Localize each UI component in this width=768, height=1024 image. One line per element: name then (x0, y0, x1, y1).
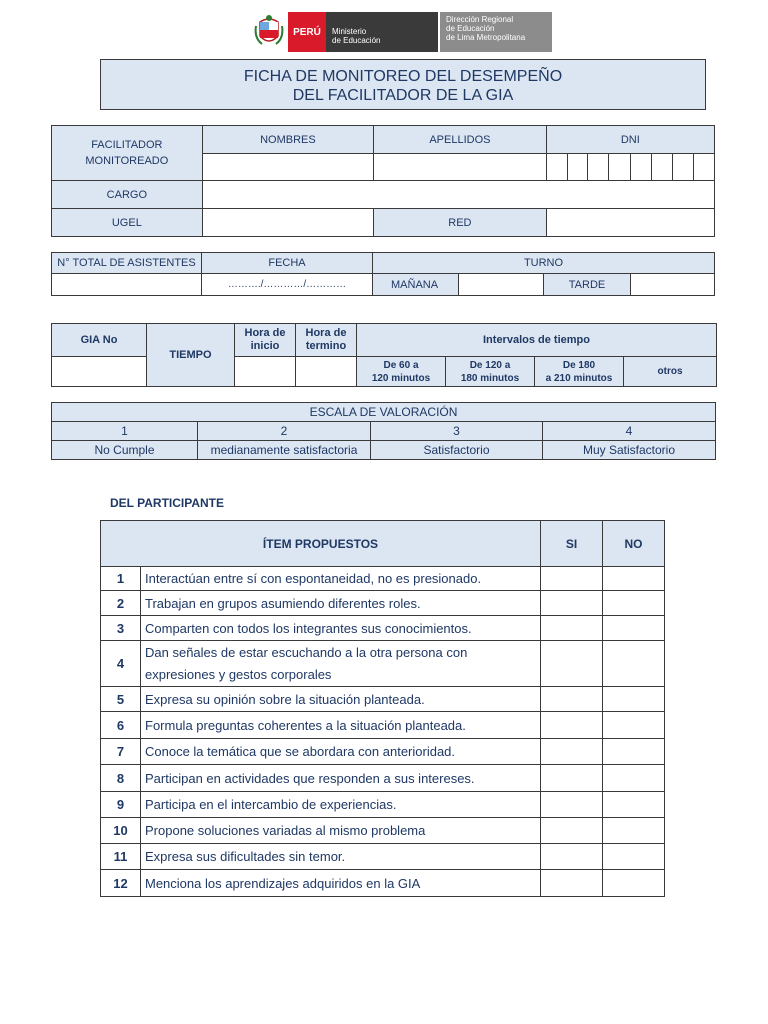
nombres-field[interactable] (202, 154, 373, 181)
col-no-header: NO (603, 521, 665, 567)
facilitator-table (51, 125, 715, 237)
hora-termino-label: Hora de termino (296, 324, 357, 357)
cargo-field[interactable] (202, 181, 714, 209)
col-items-header: ÍTEM PROPUESTOS (101, 521, 541, 567)
col-si-header: SI (541, 521, 603, 567)
item-si-cell[interactable] (541, 844, 603, 870)
dni-label: DNI (546, 126, 714, 154)
dni-digit-6[interactable] (652, 154, 673, 181)
fecha-label: FECHA (202, 253, 373, 274)
gia-label: GIA No (52, 324, 147, 357)
intervalos-label: Intervalos de tiempo (357, 324, 717, 357)
item-no-cell[interactable] (603, 687, 665, 712)
facilitador-label: FACILITADOR MONITOREADO (52, 126, 203, 181)
item-si-cell[interactable] (541, 641, 603, 687)
item-si-cell[interactable] (541, 765, 603, 792)
title-line2: DEL FACILITADOR DE LA GIA (292, 87, 514, 104)
cargo-label: CARGO (52, 181, 203, 209)
manana-label: MAÑANA (373, 274, 459, 296)
scale-label-4: Muy Satisfactorio (543, 441, 716, 460)
item-text: Dan señales de estar escuchando a la otra persona con expresiones y gestos corporales (141, 641, 541, 687)
nombres-label: NOMBRES (202, 126, 373, 154)
item-text: Menciona los aprendizajes adquiridos en la GIA (141, 870, 541, 897)
item-text: Trabajan en grupos asumiendo diferentes roles. (141, 591, 541, 616)
item-no-cell[interactable] (603, 641, 665, 687)
scale-num-2: 2 (198, 422, 371, 441)
table-row (101, 567, 665, 591)
item-si-cell[interactable] (541, 870, 603, 897)
scale-label-3: Satisfactorio (371, 441, 543, 460)
item-number: 11 (101, 844, 141, 870)
table-row (101, 616, 665, 641)
coat-of-arms-icon (254, 12, 284, 52)
gia-field[interactable] (52, 357, 147, 387)
page-title (100, 59, 706, 110)
item-text: Participan en actividades que responden a sus intereses. (141, 765, 541, 792)
dre-line3: de Lima Metropolitana (446, 33, 526, 42)
manana-field[interactable] (459, 274, 544, 296)
item-text: Expresa su opinión sobre la situación planteada. (141, 687, 541, 712)
interval-180-210-line2: a 210 minutos (545, 372, 613, 384)
attendance-table (51, 252, 715, 296)
item-number: 8 (101, 765, 141, 792)
items-table (100, 520, 665, 897)
table-row (101, 739, 665, 765)
item-text: Comparten con todos los integrantes sus conocimientos. (141, 616, 541, 641)
dni-digit-1[interactable] (546, 154, 567, 181)
item-si-cell[interactable] (541, 712, 603, 739)
total-asistentes-field[interactable] (52, 274, 202, 296)
interval-120-180[interactable] (446, 357, 535, 387)
item-text: Formula preguntas coherentes a la situación planteada. (141, 712, 541, 739)
table-row (101, 591, 665, 616)
tarde-label: TARDE (544, 274, 631, 296)
item-number: 5 (101, 687, 141, 712)
dre-line2: de Educación (446, 24, 495, 33)
item-text: Participa en el intercambio de experiencias. (141, 792, 541, 818)
scale-label-1: No Cumple (52, 441, 198, 460)
ugel-label: UGEL (52, 209, 203, 237)
interval-120-180-line1: De 120 a (469, 359, 511, 371)
item-no-cell[interactable] (603, 567, 665, 591)
dre-label (440, 12, 552, 52)
scale-num-4: 4 (543, 422, 716, 441)
item-no-cell[interactable] (603, 870, 665, 897)
tiempo-label: TIEMPO (147, 324, 235, 387)
table-row (101, 844, 665, 870)
item-si-cell[interactable] (541, 687, 603, 712)
item-number: 4 (101, 641, 141, 687)
ministry-label (326, 12, 438, 52)
section-title: DEL PARTICIPANTE (110, 496, 225, 510)
item-no-cell[interactable] (603, 765, 665, 792)
interval-180-210[interactable] (535, 357, 624, 387)
peru-label: PERÚ (288, 12, 326, 52)
interval-180-210-line1: De 180 (562, 359, 596, 371)
item-number: 12 (101, 870, 141, 897)
scale-num-3: 3 (371, 422, 543, 441)
dni-digit-7[interactable] (673, 154, 694, 181)
tarde-field[interactable] (631, 274, 715, 296)
item-si-cell[interactable] (541, 739, 603, 765)
item-no-cell[interactable] (603, 844, 665, 870)
hora-termino-field[interactable] (296, 357, 357, 387)
hora-inicio-field[interactable] (235, 357, 296, 387)
total-asistentes-label: N° TOTAL DE ASISTENTES (52, 253, 202, 274)
dni-digit-2[interactable] (567, 154, 588, 181)
header-logo-band (254, 12, 552, 52)
red-field[interactable] (546, 209, 714, 237)
scale-title: ESCALA DE VALORACIÓN (52, 403, 716, 422)
item-number: 6 (101, 712, 141, 739)
table-row (101, 765, 665, 792)
interval-120-180-line2: 180 minutos (460, 372, 520, 384)
table-row (101, 641, 665, 687)
interval-60-120-line1: De 60 a (383, 359, 419, 371)
dni-digit-3[interactable] (588, 154, 609, 181)
table-row (101, 870, 665, 897)
title-line1: FICHA DE MONITOREO DEL DESEMPEÑO (243, 68, 563, 85)
hora-inicio-label: Hora de inicio (235, 324, 296, 357)
table-row (101, 687, 665, 712)
item-no-cell[interactable] (603, 792, 665, 818)
dre-line1: Dirección Regional (446, 15, 514, 24)
interval-otros[interactable]: otros (624, 357, 717, 387)
item-number: 1 (101, 567, 141, 591)
item-si-cell[interactable] (541, 616, 603, 641)
item-no-cell[interactable] (603, 591, 665, 616)
ministry-line2: de Educación (332, 36, 381, 45)
item-no-cell[interactable] (603, 818, 665, 844)
item-si-cell[interactable] (541, 591, 603, 616)
ugel-field[interactable] (202, 209, 373, 237)
item-text: Conoce la temática que se abordara con anterioridad. (141, 739, 541, 765)
item-number: 7 (101, 739, 141, 765)
dni-digit-8[interactable] (693, 154, 714, 181)
item-number: 9 (101, 792, 141, 818)
item-text: Expresa sus dificultades sin temor. (141, 844, 541, 870)
table-row (101, 818, 665, 844)
item-si-cell[interactable] (541, 792, 603, 818)
apellidos-label: APELLIDOS (374, 126, 546, 154)
item-no-cell[interactable] (603, 712, 665, 739)
item-no-cell[interactable] (603, 616, 665, 641)
item-si-cell[interactable] (541, 567, 603, 591)
table-row (101, 712, 665, 739)
interval-60-120[interactable] (357, 357, 446, 387)
item-si-cell[interactable] (541, 818, 603, 844)
item-text: Interactúan entre sí con espontaneidad, no es presionado. (141, 567, 541, 591)
red-label: RED (374, 209, 546, 237)
time-table (51, 323, 717, 387)
apellidos-field[interactable] (374, 154, 546, 181)
item-number: 3 (101, 616, 141, 641)
item-number: 10 (101, 818, 141, 844)
scale-num-1: 1 (52, 422, 198, 441)
item-no-cell[interactable] (603, 739, 665, 765)
scale-table (51, 402, 716, 460)
turno-label: TURNO (373, 253, 715, 274)
dni-digit-5[interactable] (631, 154, 652, 181)
scale-label-2: medianamente satisfactoria (198, 441, 371, 460)
table-row (101, 792, 665, 818)
fecha-field[interactable]: ………./…………/………… (202, 274, 373, 296)
dni-digit-4[interactable] (609, 154, 631, 181)
interval-60-120-line2: 120 minutos (371, 372, 431, 384)
item-number: 2 (101, 591, 141, 616)
ministry-line1: Ministerio (332, 27, 367, 36)
item-text: Propone soluciones variadas al mismo problema (141, 818, 541, 844)
